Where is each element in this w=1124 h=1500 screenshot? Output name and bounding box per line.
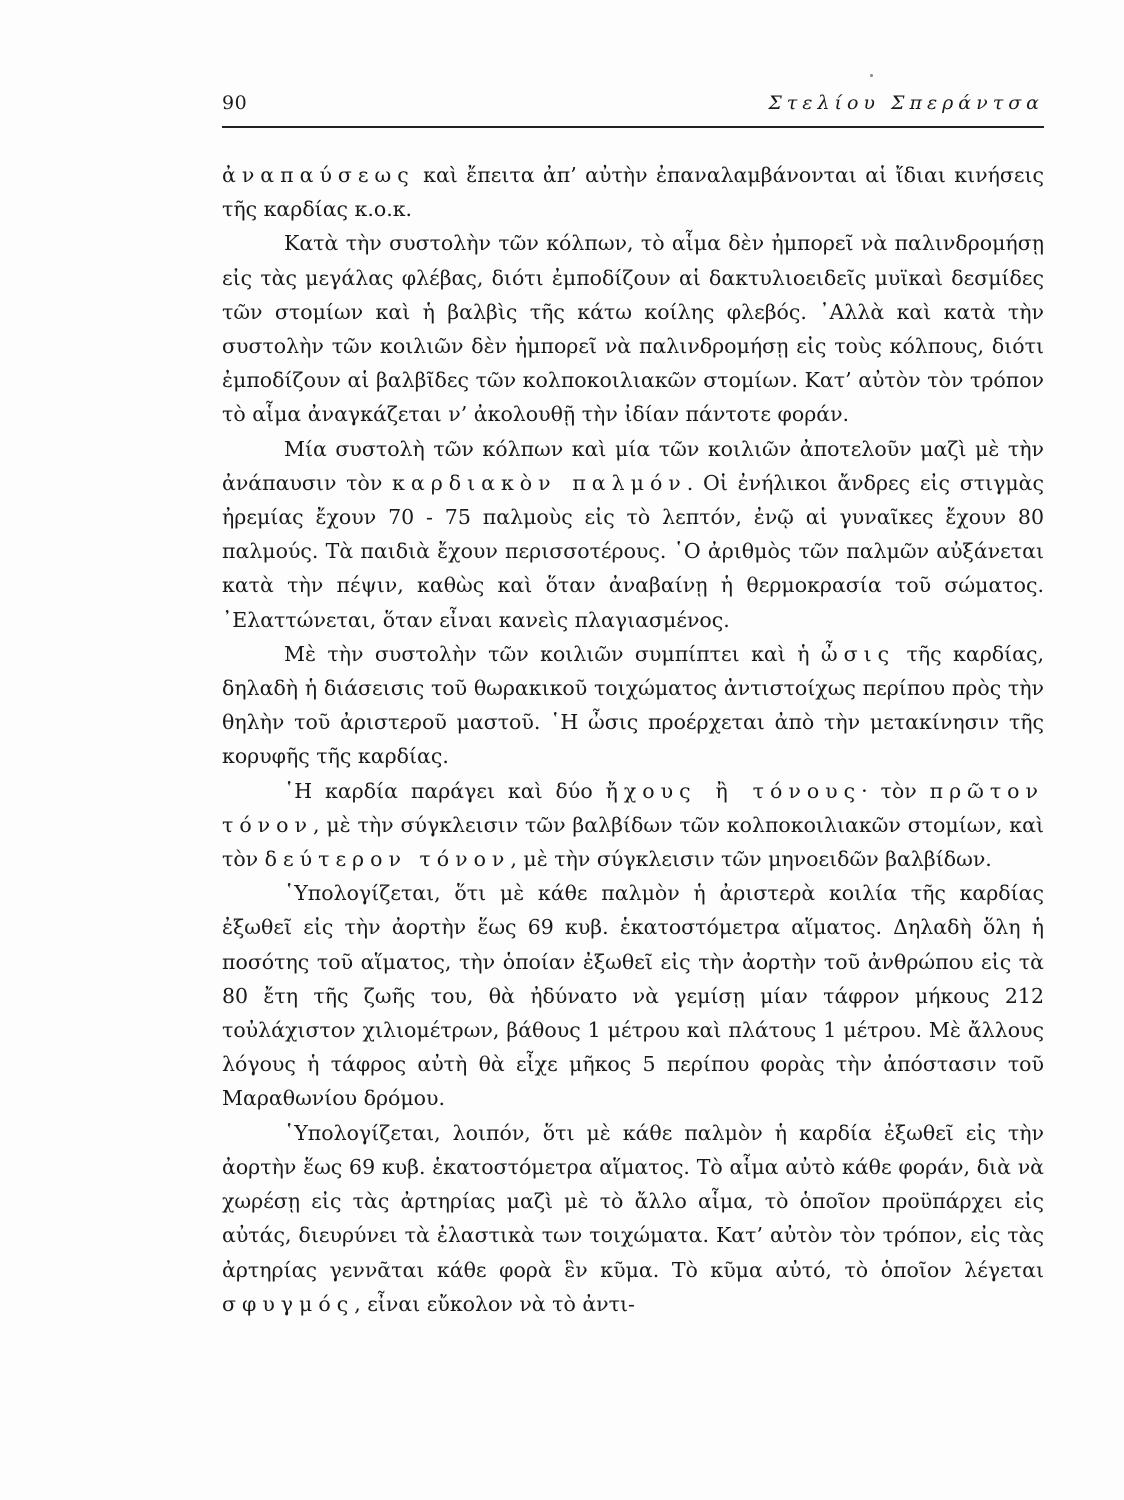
emphasized-term: ἤχους ἢ τόνους xyxy=(605,778,862,803)
emphasized-term: ἀναπαύσεως xyxy=(222,163,415,187)
paragraph-text: Μία συστολὴ τῶν κόλπων καὶ μία τῶν κοιλιῶν ἀποτελοῦν μαζὶ μὲ τὴν ἀνάπαυσιν τὸν xyxy=(222,436,1044,495)
paragraph xyxy=(222,226,1044,431)
paragraph-text: ῾Υπολογίζεται, ὅτι μὲ κάθε παλμὸν ἡ ἀριστερὰ κοιλία τῆς καρδίας ἐξωθεῖ εἰς τὴν ἀορτὴν ἕως 69 κυβ. ἑκατοστόμετρα αἵματος. Δηλαδὴ ὅλη ἡ ποσότης τοῦ αἵματος, τὴν ὁποίαν ἐξωθεῖ εἰς τὴν ἀορτὴν τοῦ ἀνθρώπου εἰς τὰ 80 ἔτη τῆς ζωῆς του, θὰ ἠδύνατο νὰ γεμίσῃ μίαν τάφρον μήκους 212 τοὐλάχιστον χιλιομέτρων, βάθους 1 μέτρου καὶ πλάτους 1 μέτρου. Μὲ ἄλλους λόγους ἡ τάφρος αὐτὴ θὰ εἶχε μῆκος 5 περίπου φορὰς τὴν ἀπόστασιν τοῦ Μαραθωνίου δρόμου. xyxy=(222,881,1044,1111)
paragraph-text: , μὲ τὴν σύγκλεισιν τῶν μηνοειδῶν βαλβίδων. xyxy=(510,847,992,872)
emphasized-term: καρδιακὸν παλμόν xyxy=(392,470,687,495)
paragraph xyxy=(222,876,1044,1115)
body-text xyxy=(222,158,1044,1321)
paragraph xyxy=(222,1116,1044,1321)
paragraph-text: ῾Η καρδία παράγει καὶ δύο xyxy=(284,778,606,803)
paragraph-text: . Οἱ ἐνήλικοι ἄνδρες εἰς στιγμὰς ἠρεμίας ἔχουν 70 - 75 παλμοὺς εἰς τὸ λεπτόν, ἐνῷ αἱ γυναῖκες ἔχουν 80 παλμούς. Τὰ παιδιὰ ἔχουν περισσοτέρους. ῾Ο ἀριθμὸς τῶν παλμῶν αὐξάνεται κατὰ τὴν πέψιν, καθὼς καὶ ὅταν ἀναβαίνῃ ἡ θερμοκρασία τοῦ σώματος. ᾿Ελαττώνεται, ὅταν εἶναι κανεὶς πλαγιασμένος. xyxy=(222,470,1044,632)
paragraph xyxy=(222,637,1044,774)
paragraph-text: , μὲ τὴν σύγκλεισιν τῶν βαλβίδων τῶν κολποκοιλιακῶν στομίων, καὶ τὸν xyxy=(222,812,1044,872)
paragraph-text: τῆς καρδίας, δηλαδὴ ἡ διάσεισις τοῦ θωρακικοῦ τοιχώματος ἀντιστοίχως περίπου πρὸς τὴν θηλὴν τοῦ ἀριστεροῦ μαστοῦ. ῾Η ὦσις προέρχεται ἀπὸ τὴν μετακίνησιν τῆς κορυφῆς τῆς καρδίας. xyxy=(222,641,1044,769)
page-number: 90 xyxy=(222,92,248,114)
header-rule xyxy=(222,126,1044,128)
paragraph xyxy=(222,158,1044,226)
scan-speck xyxy=(870,74,873,77)
emphasized-term: ὦσις xyxy=(820,641,896,666)
paragraph-text: ῾Υπολογίζεται, λοιπόν, ὅτι μὲ κάθε παλμὸν ἡ καρδία ἐξωθεῖ εἰς τὴν ἀορτὴν ἕως 69 κυβ. ἑκατοστόμετρα αἵματος. Τὸ αἷμα αὐτὸ κάθε φοράν, διὰ νὰ χωρέσῃ εἰς τὰς ἀρτηρίας μαζὶ μὲ τὸ ἄλλο αἷμα, τὸ ὁποῖον προϋπάρχει εἰς αὐτάς, διευρύνει τὰ ἐλαστικὰ των τοιχώματα. Κατ’ αὐτὸν τὸν τρόπον, εἰς τὰς ἀρτηρίας γεννᾶται κάθε φορὰ ἓν κῦμα. Τὸ κῦμα αὐτό, τὸ ὁποῖον λέγεται xyxy=(222,1120,1044,1282)
paragraph xyxy=(222,432,1044,637)
emphasized-term: πρῶτον τόνον xyxy=(222,778,1044,837)
paragraph xyxy=(222,774,1044,877)
paragraph-text: , εἶναι εὔκολον νὰ τὸ ἀντι- xyxy=(354,1291,635,1316)
emphasized-term: δεύτερον τόνον xyxy=(264,847,511,872)
paragraph-text: Κατὰ τὴν συστολὴν τῶν κόλπων, τὸ αἷμα δὲν ἠμπορεῖ νὰ παλινδρομήσῃ εἰς τὰς μεγάλας φλέβας, διότι ἐμποδίζουν αἱ δακτυλιοειδεῖς μυϊκαὶ δεσμίδες τῶν στομίων καὶ ἡ βαλβὶς τῆς κάτω κοίλης φλεβός. ᾿Αλλὰ καὶ κατὰ τὴν συστολὴν τῶν κοιλιῶν δὲν ἠμπορεῖ νὰ παλινδρομήσῃ εἰς τοὺς κόλπους, διότι ἐμποδίζουν αἱ βαλβῖδες τῶν κολποκοιλιακῶν στομίων. Κατ’ αὐτὸν τὸν τρόπον τὸ αἷμα ἀναγκάζεται ν’ ἀκολουθῇ τὴν ἰδίαν πάντοτε φοράν. xyxy=(222,231,1044,427)
emphasized-term: σφυγμός xyxy=(222,1291,355,1316)
paragraph-text: καὶ ἔπειτα ἀπ’ αὐτὴν ἐπαναλαμβάνονται αἱ ἴδιαι κινήσεις τῆς καρδίας κ.ο.κ. xyxy=(222,163,1044,222)
running-head: Στελίου Σπεράντσα xyxy=(768,92,1044,114)
page-header xyxy=(222,92,1044,126)
paragraph-text: Μὲ τὴν συστολὴν τῶν κοιλιῶν συμπίπτει καὶ ἡ xyxy=(284,641,821,666)
paragraph-text: · τὸν xyxy=(861,778,930,803)
